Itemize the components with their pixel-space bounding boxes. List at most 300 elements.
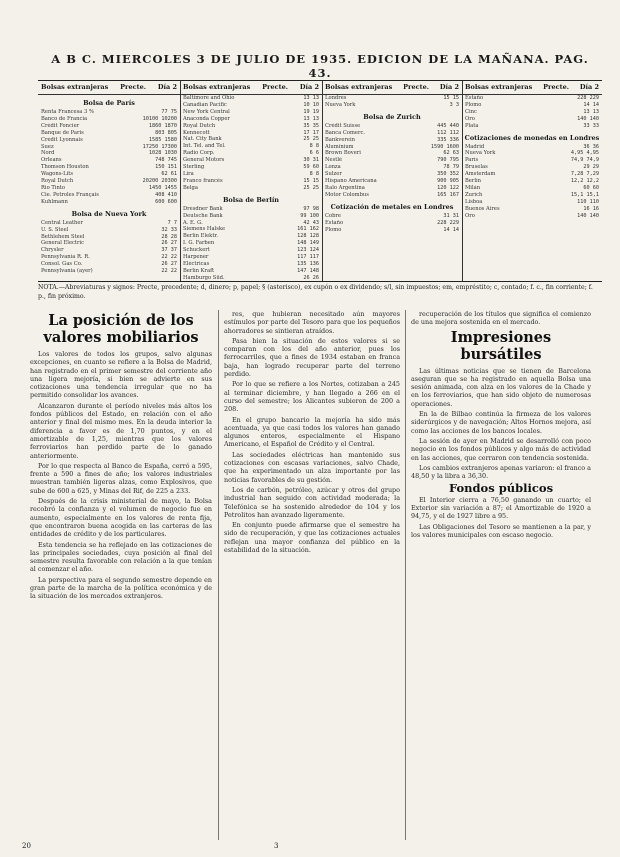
row-values: 228 229 — [437, 219, 459, 226]
article-body — [411, 496, 591, 539]
table-row — [180, 136, 322, 143]
table-row — [462, 109, 602, 116]
row-values: 26 27 — [161, 240, 177, 247]
row-label: Baltimore and Ohio — [183, 95, 235, 101]
row-values: 117 117 — [297, 254, 319, 261]
table-row — [180, 240, 322, 247]
row-values: 20200 20300 — [142, 178, 177, 185]
row-label: U. S. Steel — [41, 226, 69, 233]
row-label: Radio Corp. — [183, 150, 215, 157]
paragraph: Esta tendencia se ha reflejado en las cotizaciones de las principales sociedades, cuya posición al final del semestre resulta favorable con relación a la que tenían al comenzar el año. — [30, 540, 212, 574]
row-label: Nueva York — [325, 101, 356, 108]
row-values: 350 352 — [437, 171, 459, 178]
row-values: 15,1 15,1 — [570, 191, 599, 198]
row-label: Brown Boveri — [325, 150, 361, 157]
table-row — [462, 123, 602, 130]
table-row — [180, 95, 322, 102]
row-values: 445 440 — [437, 122, 459, 129]
row-label: Crédit Lyonnais — [41, 136, 83, 143]
table-row — [38, 150, 180, 157]
row-label: Harpener — [183, 254, 209, 261]
row-values: 803 805 — [155, 129, 177, 136]
row-values: 22 22 — [161, 268, 177, 275]
row-values: 14 14 — [583, 101, 599, 108]
row-values: 99 100 — [300, 212, 319, 219]
row-values: 335 336 — [437, 136, 459, 143]
table-row — [38, 220, 180, 227]
paragraph: Los valores de todos los grupos, salvo algunas excepciones, en cuanto se refiere a la Bolsa de Madrid, han registrado en el primer semestre del corriente año una ligera mejoría, si bien se advierte en sus cotizaciones una tendencia irregular que no ha permitido consolidar los avances. — [30, 350, 212, 400]
row-values: 128 128 — [297, 233, 319, 240]
row-values: 161 162 — [297, 226, 319, 233]
row-values: 112 112 — [437, 129, 459, 136]
table-header — [462, 81, 602, 95]
row-values: 120 122 — [437, 184, 459, 191]
paragraph: Por lo que respecta al Banco de España, cerró a 595, frente a 590 a fines de año; los valores industriales muestran también ligeras alzas, como Explosivos, que sube de 600 a 625, y Minas del Rif, de 225 a 233. — [30, 461, 212, 495]
row-label: General Electric — [41, 240, 85, 247]
table-row — [38, 178, 180, 185]
table-row — [322, 123, 462, 130]
row-label: Berlín Elektr. — [183, 233, 218, 240]
row-label: Sulzer — [325, 171, 342, 178]
table-row — [322, 192, 462, 199]
column-divider — [218, 310, 219, 840]
table-row — [180, 226, 322, 233]
table-row — [322, 213, 462, 220]
row-label: Royal Dutch — [41, 178, 74, 185]
row-label: Banca Comerc. — [325, 129, 366, 136]
row-values: 14 14 — [443, 226, 459, 233]
table-row — [462, 150, 602, 157]
row-values: 7 7 — [167, 219, 177, 226]
header-day: Día 2 — [157, 83, 177, 91]
row-label: Cie. Petroles Français — [41, 191, 99, 198]
article-intro: recuperación de los títulos que significa el comienzo de una mejora sostenida en el mercado. — [411, 310, 591, 327]
paragraph: En conjunto puede afirmarse que el semestre ha sido de recuperación, y que las cotizaciones actuales reflejan una mayor confianza del público en la estabilidad de la situación. — [224, 521, 400, 555]
row-values: 6 6 — [309, 150, 319, 157]
table-row — [322, 102, 462, 109]
row-values: 78 79 — [443, 164, 459, 171]
row-label: Hamburgo Süd. — [183, 274, 225, 281]
row-label: Plomo — [465, 101, 482, 108]
table-row — [180, 247, 322, 254]
row-label: Plomo — [325, 226, 342, 233]
row-values: 10 10 — [303, 101, 319, 108]
row-values: 8 8 — [309, 170, 319, 177]
row-label: Int. Tel. and Tel. — [183, 143, 226, 150]
row-label: Estaño — [465, 95, 484, 101]
row-values: 62 61 — [161, 171, 177, 178]
table-row — [462, 164, 602, 171]
paragraph: Alcanzaron durante el período niveles más altos los fondos públicos del Estado, en relación con el año anterior y final del mismo mes. En la deuda interior la diferencia a favor es de 1,70 puntos, y en el amortizable de 1,25, mientras que los valores ferroviarios han perdido parte de lo ganado anteriormente. — [30, 401, 212, 460]
row-label: General Motors — [183, 157, 225, 164]
row-label: Berlín — [465, 178, 482, 185]
row-values: 123 124 — [297, 247, 319, 254]
row-label: Cinc — [465, 108, 477, 115]
table-row — [38, 247, 180, 254]
row-label: Deutsche Bank — [183, 212, 223, 219]
header-label: Bolsas extranjeras — [41, 83, 109, 91]
header-label: Bolsas extranjeras — [465, 83, 533, 91]
row-label: Madrid — [465, 143, 485, 150]
table-row — [180, 102, 322, 109]
table-row — [462, 192, 602, 199]
table-row — [180, 261, 322, 268]
stock-tables — [38, 80, 602, 282]
row-label: Eléctricas — [183, 260, 210, 267]
row-label: Crédit Foncier — [41, 122, 80, 129]
row-values: 748 745 — [155, 157, 177, 164]
row-label: Orleans — [41, 157, 62, 164]
table-row — [322, 164, 462, 171]
paragraph: La sesión de ayer en Madrid se desarrolló con poco negocio en los fondos públicos y algo más de actividad en las acciones, que cerraron con tendencia sostenida. — [411, 436, 591, 462]
paragraph: El Interior cierra a 76,50 ganando un cuarto; el Exterior sin variación a 87; el Amortizable de 1920 a 94,75, y el de 1927 libre a 95. — [411, 495, 591, 521]
table-row — [180, 268, 322, 275]
row-values: 110 110 — [577, 198, 599, 205]
row-label: New York Central — [183, 108, 230, 115]
table-subheading: Bolsa de Nueva York — [71, 209, 147, 218]
paragraph: Pasa bien la situación de estos valores si se comparan con los del año anterior, pues los ferrocarriles, que a fines de 1934 estaban en franca baja, han logrado recuperar parte del terreno perdido. — [224, 336, 400, 379]
table-row — [38, 144, 180, 151]
row-values: 60 60 — [583, 184, 599, 191]
header-label: Bolsas extranjeras — [325, 83, 393, 91]
article-body — [224, 310, 400, 554]
row-values: 3 3 — [449, 101, 459, 108]
row-label: Anaconda Copper — [183, 115, 230, 122]
row-values: 135 136 — [297, 260, 319, 267]
table-row — [462, 116, 602, 123]
row-label: Kuhlmann — [41, 198, 68, 205]
row-values: 140 140 — [577, 115, 599, 122]
row-values: 25 25 — [303, 184, 319, 191]
row-label: Central Leather — [41, 219, 83, 226]
table-row — [38, 268, 180, 275]
row-values: 16 16 — [583, 205, 599, 212]
table-row — [180, 164, 322, 171]
table-row — [38, 185, 180, 192]
table-row — [180, 185, 322, 192]
row-values: 15 15 — [443, 95, 459, 101]
table-row — [180, 109, 322, 116]
row-values: 59 60 — [303, 164, 319, 171]
row-label: Oro — [465, 115, 475, 122]
row-label: Banco de Francia — [41, 115, 88, 122]
table-row — [38, 240, 180, 247]
row-values: 37 37 — [161, 247, 177, 254]
row-label: I. G. Farben — [183, 240, 215, 247]
table-row — [322, 185, 462, 192]
row-label: Bankverein — [325, 136, 355, 143]
paragraph: Las sociedades eléctricas han mantenido sus cotizaciones con escasas variaciones, salvo Chade, que ha experimentado un alza importante por las noticias favorables de su gestión. — [224, 450, 400, 484]
row-values: 17250 17300 — [142, 143, 177, 150]
table-row — [38, 164, 180, 171]
table-row — [462, 178, 602, 185]
table-row — [180, 220, 322, 227]
row-values: 28 28 — [161, 233, 177, 240]
row-label: Franco francés — [183, 177, 223, 184]
table-row — [38, 199, 180, 206]
row-values: 13 13 — [583, 108, 599, 115]
row-values: 228 229 — [577, 95, 599, 101]
table-row — [322, 95, 462, 102]
row-values: 17 17 — [303, 129, 319, 136]
header-day: Día 2 — [439, 83, 459, 91]
row-values: 31 31 — [443, 212, 459, 219]
table-row — [180, 171, 322, 178]
row-values: 140 140 — [577, 212, 599, 219]
row-label: Chrysler — [41, 247, 64, 254]
header-prev: Precte. — [543, 83, 569, 91]
header-prev: Precte. — [120, 83, 146, 91]
row-label: Suez — [41, 143, 54, 150]
row-label: Londres — [325, 95, 347, 101]
row-values: 26 27 — [161, 261, 177, 268]
row-values: 33 33 — [583, 122, 599, 129]
table-subheading: Bolsa de Berlín — [222, 195, 280, 204]
table-subheading: Bolsa de París — [83, 99, 135, 107]
table-row — [38, 227, 180, 234]
paragraph: Las últimas noticias que se tienen de Barcelona aseguran que se ha registrado en aquella Bolsa una sesión animada, con alza en los valores de la Chade y en los ferroviarios, que han sido objeto de numerosas operaciones. — [411, 366, 591, 408]
row-label: Buenos Aires — [465, 205, 500, 212]
table-row — [322, 137, 462, 144]
row-label: Lisboa — [465, 198, 483, 205]
row-values: 97 98 — [303, 205, 319, 212]
row-label: Belga — [183, 184, 198, 191]
table-row — [462, 171, 602, 178]
row-values: 1585 1580 — [148, 136, 177, 143]
row-values: 22 22 — [161, 254, 177, 261]
table-header — [322, 81, 462, 95]
row-label: París — [465, 157, 479, 164]
table-row — [180, 143, 322, 150]
article-continuation — [224, 310, 400, 840]
row-values: 12,2 12,2 — [570, 178, 599, 185]
paragraph: Las Obligaciones del Tesoro se mantienen a la par, y los valores municipales con escaso negocio. — [411, 522, 591, 539]
row-label: Nueva York — [465, 150, 496, 157]
table-subheading: Cotización de metales en Londres — [330, 202, 454, 211]
row-values: 26 26 — [303, 274, 319, 281]
table-row — [38, 261, 180, 268]
header-day: Día 2 — [579, 83, 599, 91]
row-values: 62 63 — [443, 150, 459, 157]
page-header: A B C. MIERCOLES 3 DE JULIO DE 1935. EDICION DE LA MAÑANA. PAG. 43. — [51, 52, 589, 80]
row-label: Milán — [465, 184, 481, 191]
row-label: A. E. G. — [183, 219, 203, 226]
table-row — [322, 171, 462, 178]
table-row — [462, 157, 602, 164]
row-values: 35 35 — [303, 122, 319, 129]
row-values: 74,9 74,9 — [570, 157, 599, 164]
row-label: Lira — [183, 170, 194, 177]
article-title: La posición de los valores mobiliarios — [43, 312, 199, 346]
row-values: 19 19 — [303, 108, 319, 115]
table-row — [322, 178, 462, 185]
row-values: 165 167 — [437, 191, 459, 198]
row-label: Motor Colombus — [325, 191, 369, 198]
table-row — [462, 144, 602, 151]
row-label: Renta Francesa 3 % — [41, 109, 94, 115]
row-label: Nestlé — [325, 157, 343, 164]
paragraph: Después de la crisis ministerial de mayo, la Bolsa recobró la confianza y el volumen de negocio fue en aumento, especialmente en los valores de renta fija, que encontraron buena acogida en las carteras de las entidades de crédito y de los particulares. — [30, 497, 212, 539]
row-label: Plata — [465, 122, 479, 129]
row-values: 42 43 — [303, 219, 319, 226]
table-row — [38, 123, 180, 130]
table-row — [322, 227, 462, 234]
abbreviations-note: NOTA.—Abreviaturas y signos: Precte, precedente; d, dinero; p, papel; § (asterisco), ex cupón o ex dividendo; s/l, sin impuestos; em, empréstito; c, contado; f. c., fin corriente; f. p., fin próximo. — [38, 284, 593, 300]
table-row — [38, 137, 180, 144]
row-label: Royal Dutch — [183, 122, 216, 129]
row-label: Canadian Pacific — [183, 101, 227, 108]
article-title: Impresiones bursátiles — [450, 328, 552, 363]
table-row — [38, 254, 180, 261]
header-label: Bolsas extranjeras — [183, 83, 251, 91]
row-label: Dresdner Bank — [183, 205, 223, 212]
table-row — [180, 254, 322, 261]
article-body — [30, 350, 212, 601]
row-values: 408 410 — [155, 191, 177, 198]
row-label: Schuckert — [183, 247, 210, 254]
paragraph: En el grupo bancario la mejoría ha sido más acentuada, ya que casi todos los valores han ganado algunos enteros, especialmente el Hispano Americano, el Español de Crédito y el Central. — [224, 415, 400, 449]
row-values: 1860 1870 — [148, 122, 177, 129]
row-values: 25 25 — [303, 136, 319, 143]
table-column-3 — [322, 81, 463, 281]
table-row — [322, 150, 462, 157]
row-values: 8 8 — [309, 143, 319, 150]
row-label: Nat. City Bank — [183, 136, 222, 143]
paragraph: res, que hubieran necesitado aún mayores estímulos por parte del Tesoro para que los pequeños ahorradores se sintieran atraídos. — [224, 310, 400, 335]
row-label: Thomson Houston — [41, 164, 89, 171]
row-label: Italo Argentina — [325, 184, 365, 191]
row-values: 1590 1600 — [430, 143, 459, 150]
header-prev: Precte. — [403, 83, 429, 91]
table-row — [322, 220, 462, 227]
row-values: 7,28 7,29 — [570, 171, 599, 178]
row-values: 790 795 — [437, 157, 459, 164]
table-subheading: Cotizaciones de monedas en Londres — [464, 133, 600, 142]
article-valores-mobiliarios — [30, 310, 212, 840]
row-values: 148 149 — [297, 240, 319, 247]
row-values: 36 36 — [583, 143, 599, 150]
table-row — [180, 233, 322, 240]
row-values: 147 148 — [297, 267, 319, 274]
table-row — [180, 206, 322, 213]
table-row — [38, 192, 180, 199]
row-label: Sterling — [183, 164, 205, 171]
row-label: Berlín Kraft — [183, 267, 215, 274]
header-prev: Precte. — [262, 83, 288, 91]
row-label: Bethlehem Steel — [41, 233, 85, 240]
row-label: Wagons-Lits — [41, 171, 74, 178]
table-row — [180, 213, 322, 220]
row-label: Kennecott — [183, 129, 210, 136]
table-row — [38, 171, 180, 178]
section-title: Fondos públicos — [448, 481, 554, 496]
table-column-2 — [180, 81, 323, 281]
table-header — [38, 81, 180, 95]
row-label: Rio Tinto — [41, 184, 66, 191]
paragraph: La perspectiva para el segundo semestre depende en gran parte de la marcha de la política económica y de la situación de los mercados extranjeros. — [30, 575, 212, 601]
table-row — [180, 157, 322, 164]
row-label: Lonza — [325, 164, 341, 171]
row-label: Consol. Gas Co. — [41, 261, 83, 268]
row-values: 32 33 — [161, 226, 177, 233]
row-label: Pennsylvania R. R. — [41, 254, 90, 261]
corner-mark: 20 — [22, 842, 31, 850]
row-label: Estaño — [325, 219, 344, 226]
table-row — [462, 102, 602, 109]
row-values: 30 31 — [303, 157, 319, 164]
table-header — [180, 81, 322, 95]
table-row — [322, 130, 462, 137]
row-label: Bruselas — [465, 164, 488, 171]
row-values: 1450 1455 — [148, 184, 177, 191]
table-row — [38, 234, 180, 241]
table-subheading: Bolsa de Zurich — [363, 112, 421, 121]
table-row — [180, 275, 322, 281]
row-label: Banque de Paris — [41, 129, 84, 136]
article-impresiones-bursatiles — [411, 310, 591, 840]
table-row — [462, 199, 602, 206]
row-label: Hispano Americana — [325, 178, 377, 185]
row-values: 15 15 — [303, 177, 319, 184]
row-label: Zurich — [465, 191, 483, 198]
column-divider — [405, 310, 406, 840]
row-label: Oro — [465, 212, 475, 219]
table-row — [38, 157, 180, 164]
paragraph: Por lo que se refiere a los Nortes, cotizaban a 245 al terminar diciembre, y han llegado a 266 en el curso del semestre; los Alicantes subieron de 200 a 208. — [224, 380, 400, 414]
row-values: 10100 10200 — [142, 115, 177, 122]
row-values: 4,95 4,95 — [570, 150, 599, 157]
table-row — [38, 116, 180, 123]
table-row — [38, 130, 180, 137]
table-row — [180, 123, 322, 130]
header-day: Día 2 — [299, 83, 319, 91]
table-row — [462, 206, 602, 213]
table-row — [462, 185, 602, 192]
table-row — [38, 109, 180, 116]
row-values: 1028 1030 — [148, 150, 177, 157]
paragraph: En la de Bilbao continúa la firmeza de los valores siderúrgicos y de navegación; Altos Hornos mejora, así como las acciones de los bancos locales. — [411, 410, 591, 435]
row-values: 13 13 — [303, 115, 319, 122]
table-row — [322, 157, 462, 164]
row-values: 600 600 — [155, 198, 177, 205]
table-column-1 — [38, 81, 181, 281]
row-label: Aluminium — [325, 143, 354, 150]
table-row — [180, 130, 322, 137]
paragraph: Los cambios extranjeros apenas variaron: el franco a 48,50 y la libra a 36,30. — [411, 463, 591, 481]
table-row — [180, 116, 322, 123]
table-row — [462, 213, 602, 220]
row-label: Siemens Halske — [183, 226, 226, 233]
row-label: Cobre — [325, 212, 341, 219]
page-number: 3 — [274, 842, 279, 850]
table-row — [322, 144, 462, 151]
row-label: Pennsylvania (ayer) — [41, 268, 93, 275]
row-values: 13 13 — [303, 95, 319, 101]
table-row — [462, 95, 602, 102]
row-values: 900 905 — [437, 178, 459, 185]
row-values: 150 151 — [155, 164, 177, 171]
row-label: Amsterdam — [465, 171, 496, 178]
row-label: Nord — [41, 150, 55, 157]
table-row — [180, 150, 322, 157]
table-row — [180, 178, 322, 185]
article-body — [411, 367, 591, 481]
row-label: Crédit Suisse — [325, 122, 361, 129]
row-values: 77 75 — [161, 109, 177, 115]
table-column-4 — [462, 81, 602, 281]
paragraph: Los de carbón, petróleo, azúcar y otros del grupo industrial han seguido con actividad moderada; la Telefónica se ha sostenido alrededor de 104 y los Petrolitos han avanzado ligeramente. — [224, 485, 400, 519]
row-values: 29 29 — [583, 164, 599, 171]
